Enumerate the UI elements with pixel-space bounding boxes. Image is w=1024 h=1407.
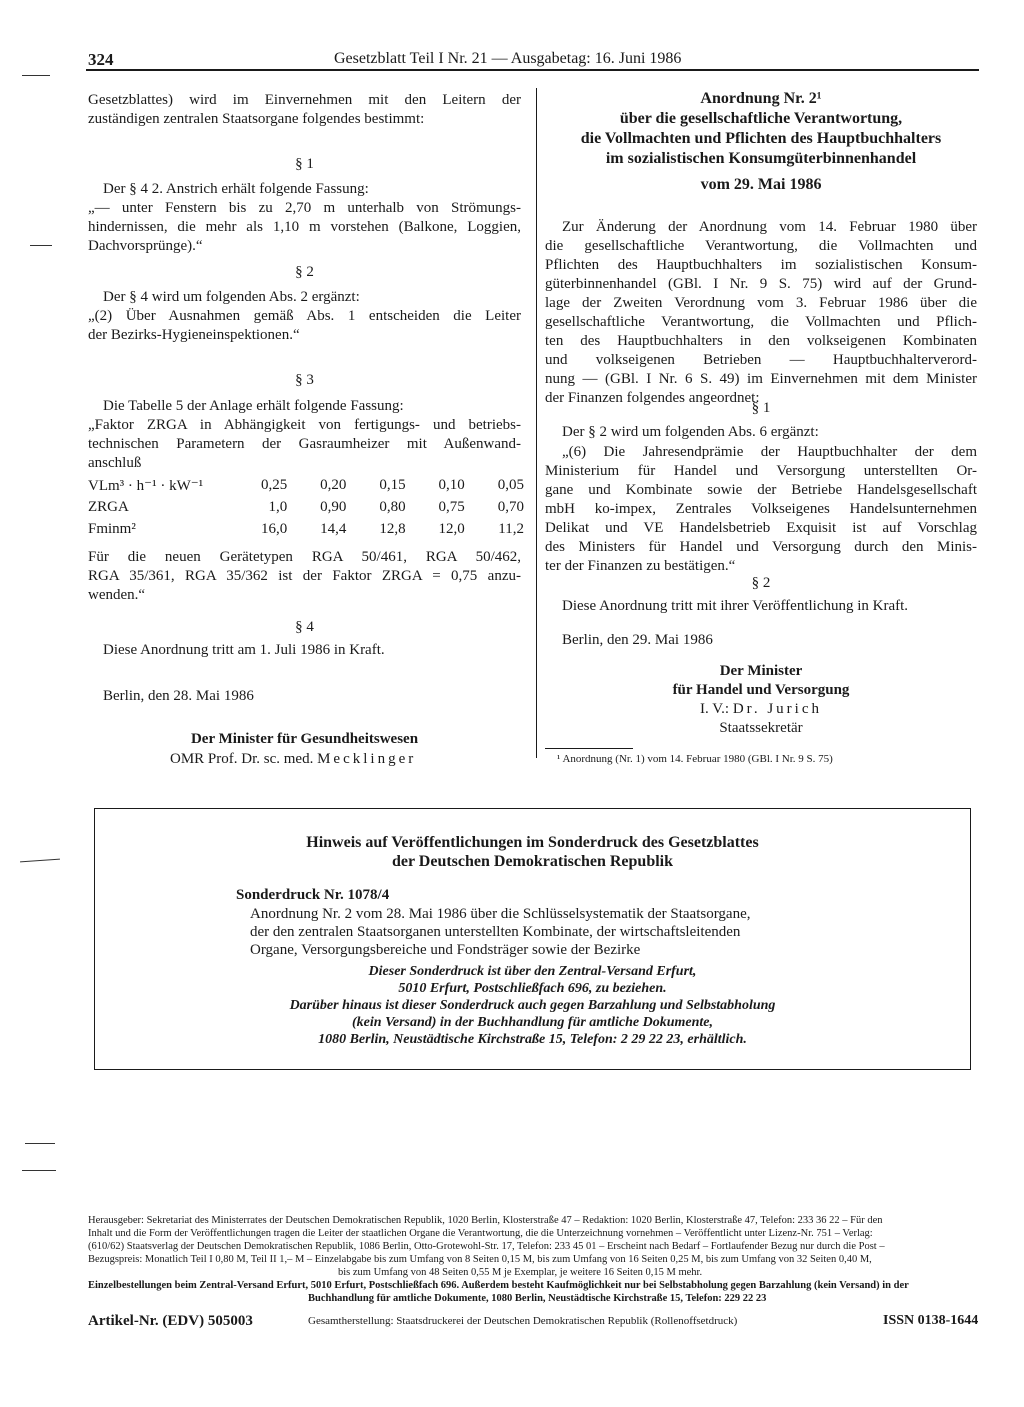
text-line: nung — (GBl. I Nr. 6 S. 49) im Einvernehmen mit dem Minister xyxy=(545,371,977,387)
paragraph: RGA 35/361, RGA 35/362 ist der Faktor ZRGA = 0,75 anzu- xyxy=(88,568,521,584)
table-cell: 14,4 xyxy=(320,520,347,537)
place-date: Berlin, den 28. Mai 1986 xyxy=(103,688,254,704)
text-line: Pflichten des Hauptbuchhalters im sozialistischen Konsum- xyxy=(545,257,977,273)
amendment-text xyxy=(545,443,977,576)
paragraph: Diese Anordnung tritt mit ihrer Veröffentlichung in Kraft. xyxy=(562,598,909,614)
sonderdruck-number: Sonderdruck Nr. 1078/4 xyxy=(236,887,390,903)
table-cell: 0,80 xyxy=(379,498,406,515)
availability-note: Dieser Sonderdruck ist über den Zentral-Versand Erfurt, 5010 Erfurt, Postschließfach 696, zu beziehen. Darüber hinaus ist dieser Sonderdruck auch gegen Barzahlung und Selbstabholung (kein Versand) in der Buchhandlung für amtliche Dokumente, 1080 Berlin, Neustädtische Kirchstraße 15, Telefon: 2 29 22 23, erhältlich. xyxy=(289,964,776,1047)
column-divider xyxy=(536,88,537,758)
text-line: güterbinnenhandel (GBl. I Nr. 9 S. 75) wird auf der Grund- xyxy=(545,276,977,292)
intro-line: zuständigen zentralen Staatsorgane folgendes bestimmt: xyxy=(88,111,425,127)
sonderdruck-text: Anordnung Nr. 2 vom 28. Mai 1986 über die Schlüsselsystematik der Staatsorgane, der den zentralen Staatsorganen unterstellten Kombinate, der wirtschaftsleitenden Organe, Versorgungsbereiche und Fondsträger sowie der Bezirke xyxy=(250,906,751,958)
text-line: lage der Zweiten Verordnung vom 3. Februar 1986 über die xyxy=(545,295,977,311)
paragraph: „Faktor ZRGA in Abhängigkeit von fertigungs- und betriebs- xyxy=(88,417,521,433)
text-line: ten des Hauptbuchhalters in den volkseigenen Kombinaten xyxy=(545,333,977,349)
table-cell: 0,10 xyxy=(438,476,465,493)
ordinance-date: vom 29. Mai 1986 xyxy=(700,176,822,193)
page-number: 324 xyxy=(88,50,114,69)
table-cell: 16,0 xyxy=(260,520,288,537)
signature-title: Der Minister für Handel und Versorgung xyxy=(672,663,850,698)
title-line: Anordnung Nr. 2¹ xyxy=(700,90,822,107)
section-heading: § 2 xyxy=(751,575,771,591)
text-line: „(6) Die Jahresendprämie der Hauptbuchhalter der dem xyxy=(562,444,977,460)
issn: ISSN 0138-1644 xyxy=(883,1313,979,1328)
table-cell: 0,15 xyxy=(379,476,406,493)
signature-prefix: OMR Prof. Dr. sc. med. xyxy=(170,751,314,767)
place-date: Berlin, den 29. Mai 1986 xyxy=(562,632,713,648)
text-line: Ministerium für Handel und Versorgung unterstellten Or- xyxy=(545,463,977,479)
paragraph: Diese Anordnung tritt am 1. Juli 1986 in Kraft. xyxy=(103,642,385,658)
row-label: VLm³ · h⁻¹ · kW⁻¹ xyxy=(88,477,204,494)
paragraph: Der § 4 2. Anstrich erhält folgende Fassung: xyxy=(103,181,369,197)
paragraph: der Bezirks-Hygieneinspektionen.“ xyxy=(88,327,300,343)
title-line: im sozialistischen Konsumgüterbinnenhandel xyxy=(605,150,917,167)
signature xyxy=(545,700,977,719)
section-heading: § 2 xyxy=(295,264,314,280)
row-label: Fminm² xyxy=(88,520,136,537)
imprint: Herausgeber: Sekretariat des Ministerrates der Deutschen Demokratischen Republik, 1020 Berlin, Klosterstraße 47 – Redaktion: 1020 Berlin, Klosterstraße 47, Telefon: 233 36 22 – Für den Inhalt und die Form der Veröffentlichungen tragen die Leiter der staatlichen Organe die Verantwortung, die die Unterzeichnung vornehmen – Veröffentlicht unter Lizenz-Nr. 751 – Verlag: (610/62) Staatsverlag der Deutschen Demokratischen Republik, 1086 Berlin, Otto-Grotewohl-Str. 17, Telefon: 233 45 01 – Erscheint nach Bedarf – Fortlaufender Bezug nur durch die Post – Bezugspreis: Monatlich Teil I 0,80 M, Teil II 1,– M – Einzelabgabe bis zum Umfang von 8 Seiten 0,15 M, bis zum Umfang von 16 Seiten 0,25 M, bis zum Umfang von 32 Seiten 0,40 M, bis zum Umfang von 48 Seiten 0,55 M je Exemplar, je weitere 16 Seiten 0,15 M mehr. Einzelbestellungen beim Zentral-Versand Erfurt, 5010 Erfurt, Postschließfach 696. Außerdem besteht Kaufmöglichkeit nur bei Selbstabholung gegen Barzahlung (kein Versand) in der Buchhandlung für amtliche Dokumente, 1080 Berlin, Neustädtische Kirchstraße 15, Telefon: 229 22 23 xyxy=(88,1215,909,1304)
table-cell: 0,20 xyxy=(320,476,347,493)
notice-box xyxy=(94,808,971,1070)
text-line: die gesellschaftliche Verantwortung, die Vollmachten und xyxy=(545,238,977,254)
ordinance-intro xyxy=(545,218,977,408)
paragraph: Dachvorsprünge).“ xyxy=(88,238,203,254)
text-line: und volkseigenen Betrieben — Hauptbuchhalterverord- xyxy=(545,352,977,368)
text-line: gane und Kombinate sowie der Betriebe Handelsgesellschaft xyxy=(545,482,977,498)
paragraph: „— unter Fenstern bis zu 2,70 m unterhalb von Strömungs- xyxy=(88,200,521,216)
text-line: Delikat und VE Handelsbetrieb Exquisit ist auf Vorschlag xyxy=(545,520,977,536)
table-cell: 12,0 xyxy=(438,520,465,537)
paragraph: wenden.“ xyxy=(88,587,146,603)
text-line: der Finanzen folgendes angeordnet: xyxy=(545,390,760,406)
text-line: mbH ko-impex, Zentrales Volkseigenes Handelsunternehmen xyxy=(545,501,977,517)
footnote-rule xyxy=(545,748,633,749)
text-line: des Ministers für Handel und Versorgung durch den Minis- xyxy=(545,539,977,555)
signature-title: Der Minister für Gesundheitswesen xyxy=(190,731,419,747)
title-line: die Vollmachten und Pflichten des Hauptbuchhalters xyxy=(580,130,942,147)
paragraph: hindernissen, die mehr als 1,10 m vorstehen (Balkone, Loggien, xyxy=(88,219,521,235)
signature-role: Staatssekretär xyxy=(719,720,803,736)
text-line: gesellschaftliche Verantwortung, die Vollmachten und Pflich- xyxy=(545,314,977,330)
header-rule xyxy=(86,69,979,71)
notice-title: Hinweis auf Veröffentlichungen im Sonderdruck des Gesetzblattes der Deutschen Demokratischen Republik xyxy=(306,834,759,870)
table-cell: 0,70 xyxy=(497,498,524,515)
paragraph: anschluß xyxy=(88,455,142,471)
signature-prefix: I. V.: xyxy=(700,701,730,717)
table-row xyxy=(88,518,524,540)
printer: Gesamtherstellung: Staatsdruckerei der Deutschen Demokratischen Republik (Rollenoffsetdruck) xyxy=(308,1315,738,1327)
table-cell: 0,90 xyxy=(320,498,347,515)
section-heading: § 1 xyxy=(295,156,314,172)
signature-name: Mecklinger xyxy=(317,751,417,767)
left-column xyxy=(88,91,521,129)
table-cell: 0,75 xyxy=(438,498,465,515)
article-number: Artikel-Nr. (EDV) 505003 xyxy=(88,1313,253,1329)
footnote: ¹ Anordnung (Nr. 1) vom 14. Februar 1980 (GBl. I Nr. 9 S. 75) xyxy=(557,753,833,765)
table-cell: 11,2 xyxy=(498,520,524,537)
paragraph: Der § 2 wird um folgenden Abs. 6 ergänzt: xyxy=(562,424,819,440)
paragraph: Die Tabelle 5 der Anlage erhält folgende Fassung: xyxy=(103,398,404,414)
paragraph: Für die neuen Gerätetypen RGA 50/461, RGA 50/462, xyxy=(88,549,521,565)
section-heading: § 3 xyxy=(295,372,314,388)
text-line: ter der Finanzen zu bestätigen.“ xyxy=(545,558,736,574)
table-cell: 1,0 xyxy=(268,498,288,515)
parameter-table xyxy=(88,474,524,540)
row-label: ZRGA xyxy=(88,498,129,515)
paragraph: „(2) Über Ausnahmen gemäß Abs. 1 entscheiden die Leiter xyxy=(88,308,521,324)
section-heading: § 4 xyxy=(295,619,314,635)
text-line: Zur Änderung der Anordnung vom 14. Februar 1980 über xyxy=(562,219,977,235)
paragraph: Der § 4 wird um folgenden Abs. 2 ergänzt: xyxy=(103,289,360,305)
table-cell: 0,05 xyxy=(497,476,524,493)
table-row xyxy=(88,474,524,496)
ordinance-title xyxy=(545,89,977,169)
title-line: über die gesellschaftliche Verantwortung, xyxy=(619,110,903,127)
signature xyxy=(170,750,416,769)
running-title: Gesetzblatt Teil I Nr. 21 — Ausgabetag: 16. Juni 1986 xyxy=(334,50,682,67)
signature-name: Dr. Jurich xyxy=(732,701,822,717)
table-cell: 0,25 xyxy=(260,476,288,493)
table-row xyxy=(88,496,524,518)
table-cell: 12,8 xyxy=(379,520,406,537)
intro-line: Gesetzblattes) wird im Einvernehmen mit den Leitern der xyxy=(88,92,521,108)
paragraph: technischen Parametern der Gasraumheizer mit Außenwand- xyxy=(88,436,521,452)
section-heading: § 1 xyxy=(751,400,771,416)
